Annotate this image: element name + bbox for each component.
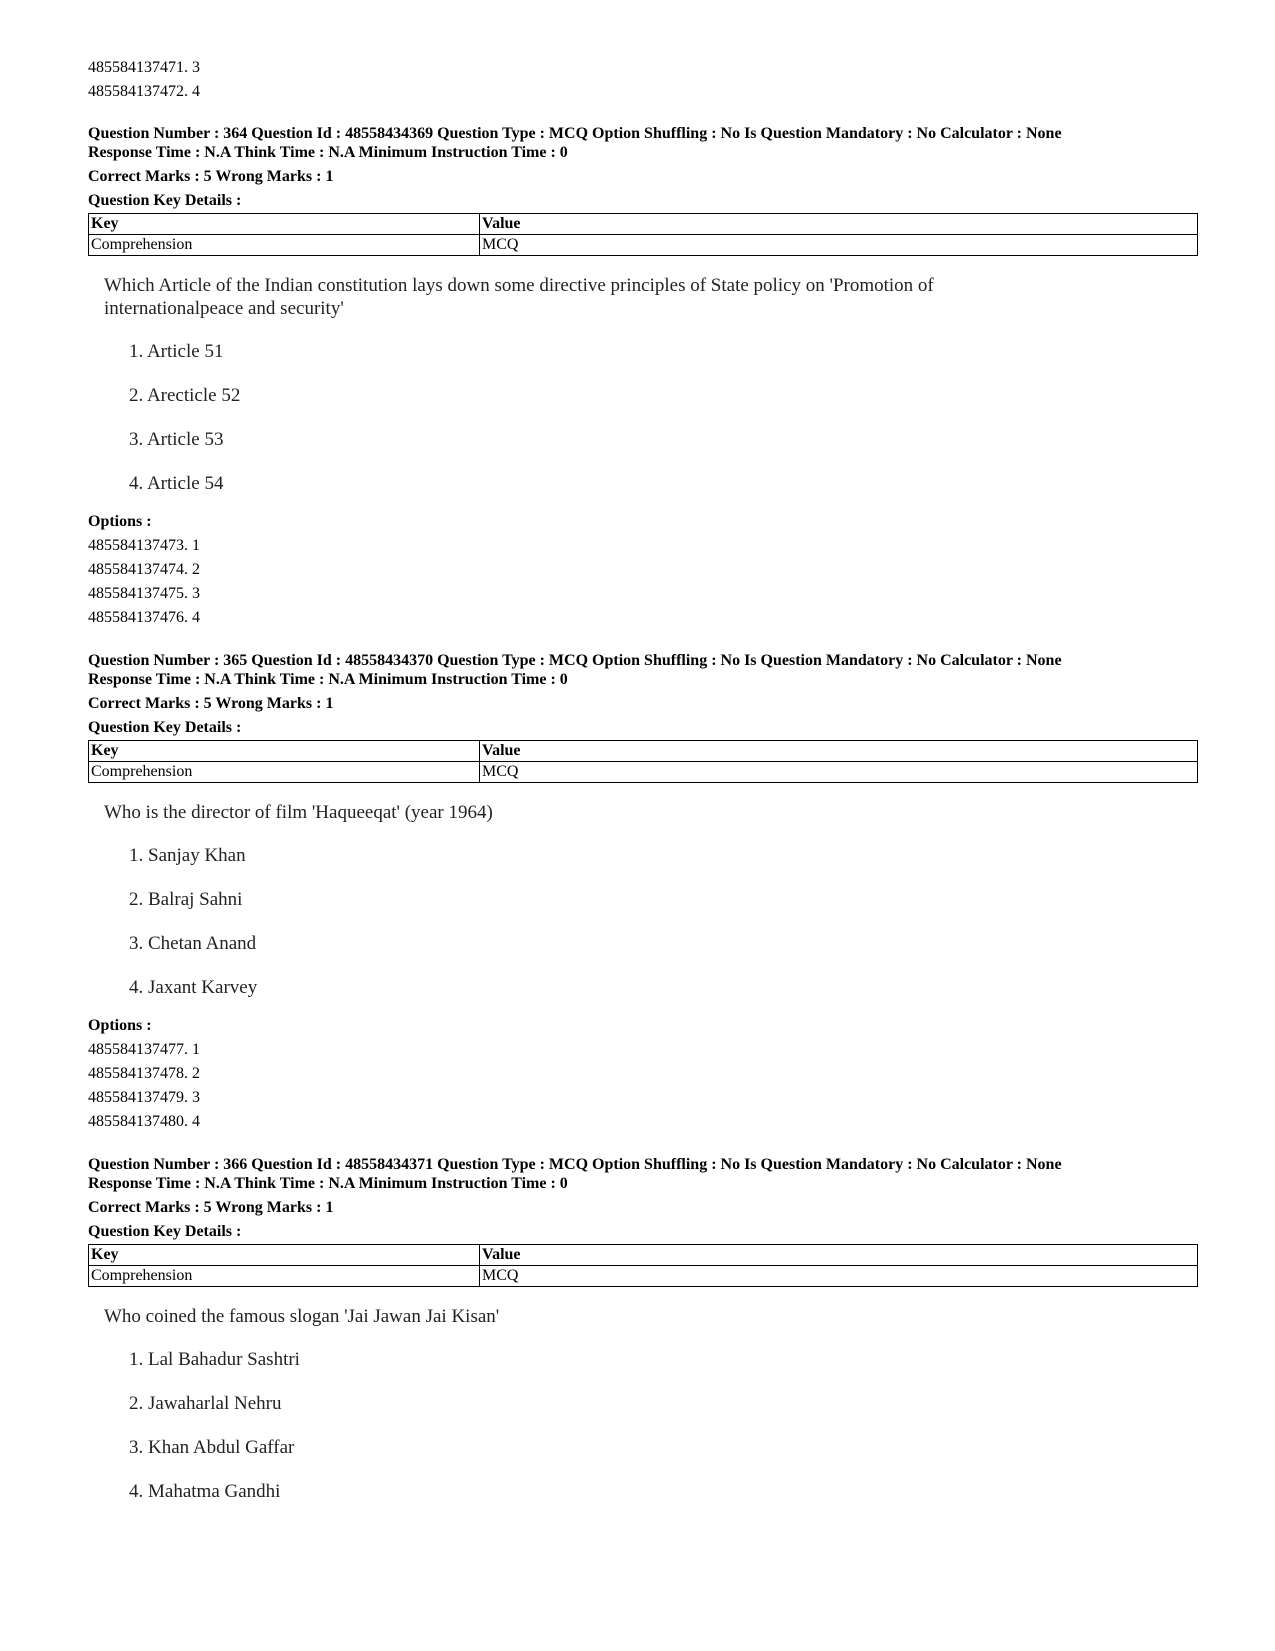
- option-id-line: 485584137472. 4: [88, 83, 200, 100]
- question-text: Who is the director of film 'Haqueeqat' (year 1964): [104, 802, 493, 823]
- options-label: Options :: [88, 1017, 152, 1034]
- key-details-table: [88, 213, 1198, 256]
- table-header-value: Value: [480, 214, 1198, 235]
- answer-choice: 2. Jawaharlal Nehru: [129, 1393, 282, 1414]
- question-marks: Correct Marks : 5 Wrong Marks : 1: [88, 168, 334, 185]
- question-marks: Correct Marks : 5 Wrong Marks : 1: [88, 1199, 334, 1216]
- answer-choice: 3. Khan Abdul Gaffar: [129, 1437, 295, 1458]
- answer-choice: 4. Jaxant Karvey: [129, 977, 258, 998]
- table-header-row: [89, 1245, 1198, 1266]
- key-details-table: [88, 740, 1198, 783]
- option-id-line: 485584137473. 1: [88, 537, 200, 554]
- option-id-line: 485584137475. 3: [88, 585, 200, 602]
- answer-choices: [104, 844, 1198, 1000]
- key-details-label: Question Key Details :: [88, 1223, 242, 1240]
- question-timing-line: Response Time : N.A Think Time : N.A Minimum Instruction Time : 0: [88, 1175, 568, 1192]
- table-cell-key: Comprehension: [89, 235, 480, 256]
- option-id-line: 485584137476. 4: [88, 609, 200, 626]
- question-meta-line: Question Number : 364 Question Id : 48558434369 Question Type : MCQ Option Shuffling : No Is Question Mandatory : No Calculator : None: [88, 125, 1062, 142]
- table-cell-key: Comprehension: [89, 762, 480, 783]
- answer-choice: 4. Mahatma Gandhi: [129, 1481, 281, 1502]
- table-header-row: [89, 741, 1198, 762]
- question-block-366: [88, 1155, 1198, 1504]
- table-header-value: Value: [480, 1245, 1198, 1266]
- table-header-key: Key: [89, 741, 480, 762]
- answer-choice: 2. Balraj Sahni: [129, 889, 243, 910]
- table-row: [89, 235, 1198, 256]
- question-timing-line: Response Time : N.A Think Time : N.A Minimum Instruction Time : 0: [88, 144, 568, 161]
- question-timing-line: Response Time : N.A Think Time : N.A Minimum Instruction Time : 0: [88, 671, 568, 688]
- table-cell-value: MCQ: [480, 762, 1198, 783]
- table-row: [89, 1266, 1198, 1287]
- table-header-value: Value: [480, 741, 1198, 762]
- option-id-line: 485584137477. 1: [88, 1041, 200, 1058]
- question-meta-line: Question Number : 366 Question Id : 48558434371 Question Type : MCQ Option Shuffling : No Is Question Mandatory : No Calculator : None: [88, 1156, 1062, 1173]
- answer-choice: 3. Chetan Anand: [129, 933, 257, 954]
- option-id-line: 485584137474. 2: [88, 561, 200, 578]
- options-label: Options :: [88, 513, 152, 530]
- option-id-line: 485584137480. 4: [88, 1113, 200, 1130]
- answer-choices: [104, 340, 1198, 496]
- question-content: [88, 783, 1198, 1000]
- answer-choice: 3. Article 53: [129, 429, 224, 450]
- answer-choice: 1. Article 51: [129, 341, 224, 362]
- table-row: [89, 762, 1198, 783]
- key-details-table: [88, 1244, 1198, 1287]
- question-content: [88, 256, 1198, 496]
- table-cell-key: Comprehension: [89, 1266, 480, 1287]
- options-block: [88, 1014, 1198, 1134]
- option-id-line: 485584137479. 3: [88, 1089, 200, 1106]
- table-header-key: Key: [89, 214, 480, 235]
- option-id-line: 485584137471. 3: [88, 59, 200, 76]
- question-marks: Correct Marks : 5 Wrong Marks : 1: [88, 695, 334, 712]
- table-header-row: [89, 214, 1198, 235]
- question-content: [88, 1287, 1198, 1504]
- document-page: [88, 56, 1198, 1504]
- question-text: Who coined the famous slogan 'Jai Jawan Jai Kisan': [104, 1306, 500, 1327]
- answer-choices: [104, 1348, 1198, 1504]
- answer-choice: 1. Sanjay Khan: [129, 845, 246, 866]
- options-block: [88, 510, 1198, 630]
- question-block-364: [88, 124, 1198, 651]
- question-meta-line: Question Number : 365 Question Id : 48558434370 Question Type : MCQ Option Shuffling : No Is Question Mandatory : No Calculator : None: [88, 652, 1062, 669]
- previous-question-options: [88, 56, 1198, 104]
- key-details-label: Question Key Details :: [88, 192, 242, 209]
- table-cell-value: MCQ: [480, 1266, 1198, 1287]
- table-header-key: Key: [89, 1245, 480, 1266]
- question-text: Which Article of the Indian constitution lays down some directive principles of State policy on 'Promotion of internationalpeace and security': [104, 275, 934, 319]
- answer-choice: 2. Arecticle 52: [129, 385, 241, 406]
- answer-choice: 4. Article 54: [129, 473, 224, 494]
- table-cell-value: MCQ: [480, 235, 1198, 256]
- key-details-label: Question Key Details :: [88, 719, 242, 736]
- answer-choice: 1. Lal Bahadur Sashtri: [129, 1349, 300, 1370]
- option-id-line: 485584137478. 2: [88, 1065, 200, 1082]
- question-block-365: [88, 651, 1198, 1155]
